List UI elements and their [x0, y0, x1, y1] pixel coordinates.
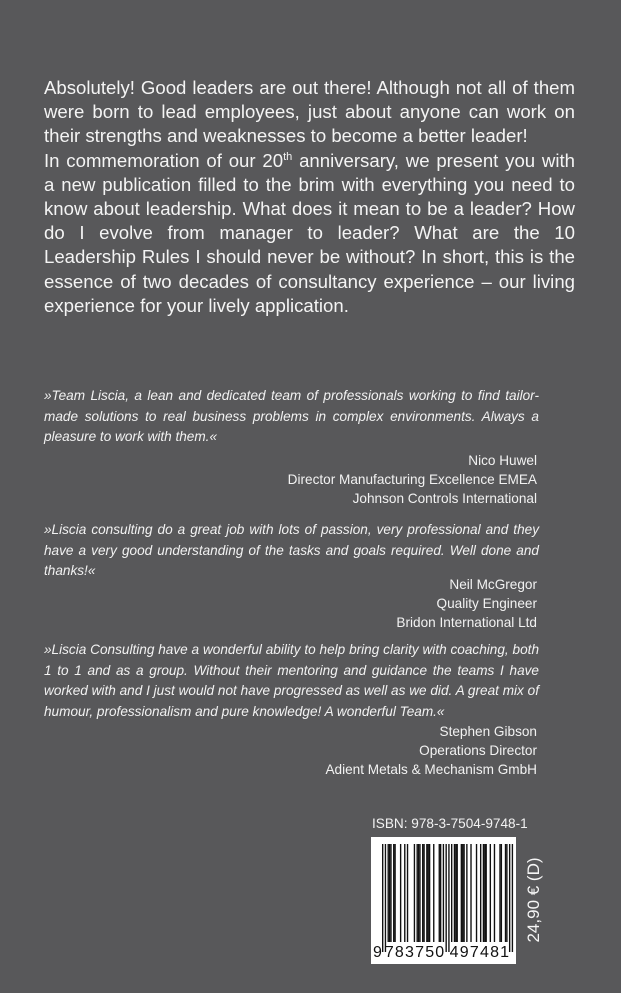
barcode-bar [448, 844, 449, 952]
barcode-bar [466, 844, 467, 942]
barcode-bar [499, 844, 500, 942]
blurb-p2-start: In commemoration of our 20 [44, 149, 284, 171]
price-label [520, 836, 548, 964]
testimonial-name: Nico Huwel [468, 453, 537, 468]
barcode-bar [443, 844, 444, 942]
barcode-bar [494, 844, 495, 942]
barcode-digits: 783750 [384, 944, 446, 961]
barcode-bar [501, 844, 502, 942]
testimonial-role: Operations Director [419, 743, 537, 758]
barcode-bar [454, 844, 455, 942]
barcode-bar [483, 844, 484, 942]
barcode-bar [470, 844, 471, 942]
barcode-bar [486, 844, 487, 942]
barcode-bar [429, 844, 430, 942]
barcode-bar [385, 844, 386, 952]
barcode-bar [390, 844, 391, 942]
barcode-bar [426, 844, 427, 942]
barcode-bar [512, 844, 513, 952]
testimonial-attribution-3 [325, 722, 537, 779]
barcode-digits: 9 [373, 944, 384, 961]
testimonial-attribution-1 [288, 451, 537, 508]
barcode-bar [417, 844, 418, 942]
barcode-bar [440, 844, 441, 942]
barcode-bar [414, 844, 415, 942]
testimonial-quote-2: »Liscia consulting do a great job with lots of passion, very professional and they have a very good understanding of the tasks and goals required. Well done and thanks!« [44, 522, 539, 578]
barcode [371, 837, 516, 964]
barcode-bar [476, 844, 477, 942]
barcode-bar [393, 844, 394, 942]
barcode-bar [506, 844, 507, 942]
back-cover-blurb [44, 76, 575, 318]
blurb-paragraph-2 [44, 149, 575, 318]
barcode-bar [451, 844, 452, 942]
barcode-bar [509, 844, 510, 952]
barcode-bar [388, 844, 389, 942]
barcode-bar [484, 844, 485, 942]
testimonial-company: Bridon International Ltd [396, 615, 537, 630]
isbn-label: ISBN: 978-3-7504-9748-1 [372, 816, 528, 831]
barcode-bar [462, 844, 463, 942]
barcode-bar [428, 844, 429, 942]
barcode-bar [422, 844, 423, 942]
barcode-bar [463, 844, 464, 942]
barcode-bar [439, 844, 440, 942]
testimonial-name: Neil McGregor [449, 577, 537, 592]
testimonial-attribution-2 [396, 575, 537, 632]
barcode-bar [457, 844, 458, 942]
barcode-bar [394, 844, 395, 942]
price-text: 24,90 € (D) [524, 857, 543, 943]
barcode-bar [419, 844, 420, 942]
barcode-bar [461, 844, 462, 942]
blurb-paragraph-1: Absolutely! Good leaders are out there! Although not all of them were born to lead employees, just about anyone can work on their strengths and weaknesses to become a better leader! [44, 77, 575, 147]
barcode-bar [505, 844, 506, 942]
barcode-bar [455, 844, 456, 942]
blurb-p2-rest: anniversary, we present you with a new publication filled to the brim with everything you need to know about leadership. What does it mean to be a leader? How do I evolve from manager to leader? What are the 10 Leadership Rules I should never be without? In short, this is the essence of two decades of consultancy experience – our living experience for your lively application. [44, 149, 575, 316]
barcode-bar [445, 844, 446, 952]
testimonial-role: Director Manufacturing Excellence EMEA [287, 472, 537, 487]
barcode-graphic [371, 837, 516, 964]
barcode-bar [407, 844, 408, 942]
testimonial-quote-3: »Liscia Consulting have a wonderful ability to help bring clarity with coaching, both 1 to 1 and as a group. Without their mentoring and guidance the teams I have worked with and I just would not have progressed as well as we did. A great mix of humour, professionalism and pure knowledge! A wonderful Team.« [44, 642, 539, 719]
testimonial-company: Adient Metals & Mechanism GmbH [325, 762, 537, 777]
testimonial-name: Stephen Gibson [439, 724, 537, 739]
barcode-bar [480, 844, 481, 942]
barcode-bar [490, 844, 491, 942]
testimonial-quote-1: »Team Liscia, a lean and dedicated team of professionals working to find tailor-made solutions to real business problems in complex environments. Always a pleasure to work with them.« [44, 388, 539, 444]
barcode-digits: 497481 [449, 944, 511, 961]
barcode-bar [404, 844, 405, 942]
barcode-bar [400, 844, 401, 942]
barcode-bar [382, 844, 383, 952]
ordinal-suffix: th [283, 150, 293, 163]
barcode-bar [418, 844, 419, 942]
testimonial-company: Johnson Controls International [352, 491, 537, 506]
testimonial-role: Quality Engineer [436, 596, 537, 611]
barcode-bar [423, 844, 424, 942]
barcode-bar [433, 844, 434, 942]
barcode-bar [389, 844, 390, 942]
